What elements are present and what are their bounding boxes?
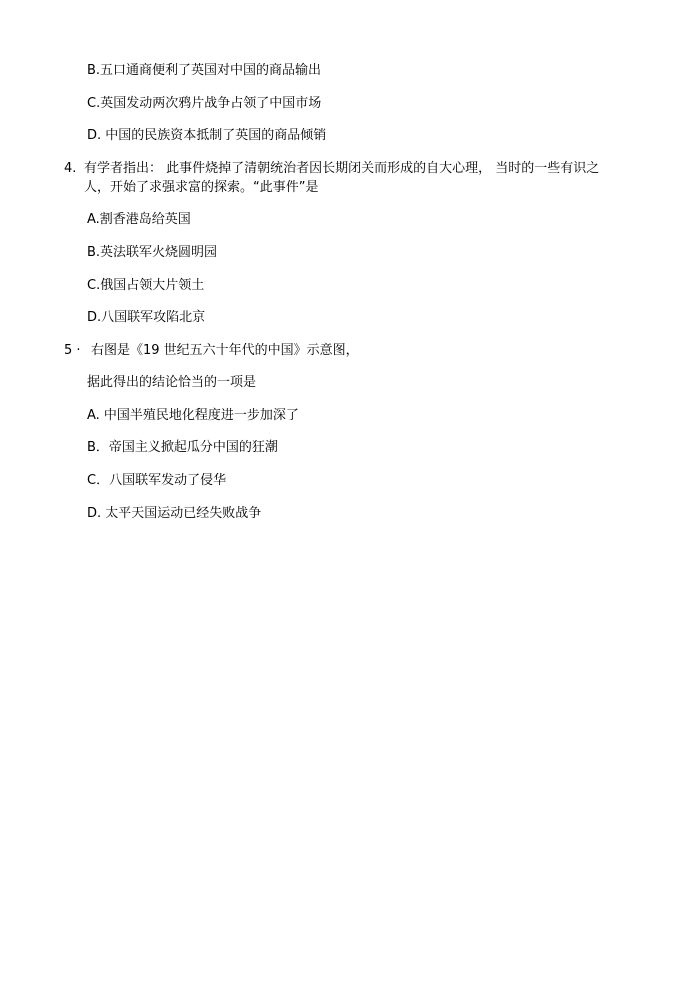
q5-option-a: A. 中国半殖民地化程度进一步加深了 bbox=[87, 408, 299, 423]
q3-option-c: C.英国发动两次鸦片战争占领了中国市场 bbox=[87, 96, 322, 111]
q4-option-d: D.八国联军攻陷北京 bbox=[87, 310, 206, 325]
q5-number: 5 · bbox=[64, 343, 81, 358]
q5-option-b: B．帝国主义掀起瓜分中国的狂潮 bbox=[87, 440, 278, 455]
q4-stem-line2: 人，开始了求强求富的探索。“此事件”是 bbox=[84, 180, 319, 195]
q5-option-c: C．八国联军发动了侵华 bbox=[87, 473, 227, 488]
q4-number: 4. bbox=[64, 161, 77, 176]
q4-stem-line1: 有学者指出： 此事件烧掉了清朝统治者因长期闭关而形成的自大心理， 当时的一些有识之 bbox=[84, 161, 600, 176]
q3-option-b: B.五口通商便利了英国对中国的商品输出 bbox=[87, 63, 322, 78]
q5-stem-line1: 右图是《19 世纪五六十年代的中国》示意图， bbox=[91, 343, 359, 358]
q4-option-c: C.俄国占领大片领土 bbox=[87, 278, 205, 293]
q4-option-b: B.英法联军火烧圆明园 bbox=[87, 245, 218, 260]
q5-option-d: D. 太平天国运动已经失败战争 bbox=[87, 506, 262, 521]
q5-stem-line2: 据此得出的结论恰当的一项是 bbox=[87, 375, 257, 390]
q4-option-a: A.割香港岛给英国 bbox=[87, 212, 191, 227]
q3-option-d: D. 中国的民族资本抵制了英国的商品倾销 bbox=[87, 128, 327, 143]
